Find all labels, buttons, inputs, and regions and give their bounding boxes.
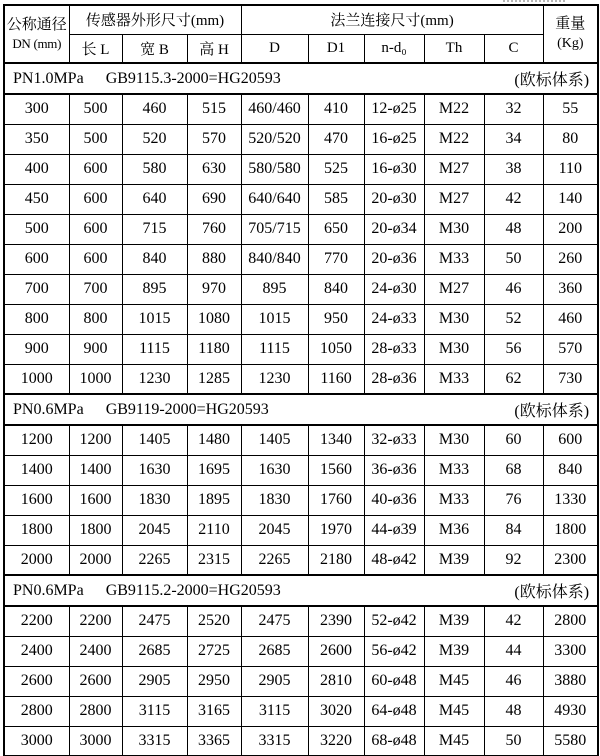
cell-dn: 2600 <box>4 666 69 696</box>
table-row <box>4 214 598 244</box>
cell-weight: 730 <box>543 364 598 394</box>
cell-width-b: 2905 <box>122 666 187 696</box>
cell-height-h: 570 <box>187 124 241 154</box>
cell-length-l: 1400 <box>69 455 122 485</box>
cell-length-l: 1200 <box>69 425 122 455</box>
cell-width-b: 2265 <box>122 545 187 575</box>
cell-c: 32 <box>484 94 543 124</box>
cell-width-b: 1230 <box>122 364 187 394</box>
cell-c: 92 <box>484 545 543 575</box>
cell-weight: 80 <box>543 124 598 154</box>
cell-weight: 600 <box>543 425 598 455</box>
cell-weight: 55 <box>543 94 598 124</box>
cell-th: M27 <box>424 274 484 304</box>
cell-d1: 1050 <box>308 334 364 364</box>
cell-d: 460/460 <box>241 94 308 124</box>
cell-d1: 585 <box>308 184 364 214</box>
cell-weight: 460 <box>543 304 598 334</box>
cell-width-b: 715 <box>122 214 187 244</box>
cell-dn: 1600 <box>4 485 69 515</box>
cell-weight: 1800 <box>543 515 598 545</box>
table-row <box>4 606 598 636</box>
cell-height-h: 1480 <box>187 425 241 455</box>
cell-th: M45 <box>424 726 484 756</box>
cell-length-l: 500 <box>69 124 122 154</box>
table-row <box>4 455 598 485</box>
cell-c: 44 <box>484 636 543 666</box>
column-header-th: Th <box>424 34 484 63</box>
cell-width-b: 840 <box>122 244 187 274</box>
cell-dn: 1800 <box>4 515 69 545</box>
cell-th: M30 <box>424 334 484 364</box>
cell-weight: 360 <box>543 274 598 304</box>
section-pressure-rating: PN0.6MPa <box>13 400 84 418</box>
cell-d1: 470 <box>308 124 364 154</box>
cell-n-d0: 68-ø48 <box>364 726 424 756</box>
cell-dn: 900 <box>4 334 69 364</box>
cell-dn: 2200 <box>4 606 69 636</box>
cell-d: 2265 <box>241 545 308 575</box>
cell-n-d0: 12-ø25 <box>364 94 424 124</box>
cell-weight: 260 <box>543 244 598 274</box>
cell-height-h: 2725 <box>187 636 241 666</box>
cell-width-b: 895 <box>122 274 187 304</box>
table-row <box>4 545 598 575</box>
cell-width-b: 3315 <box>122 726 187 756</box>
table-row <box>4 515 598 545</box>
weight-label-unit: (Kg) <box>557 35 584 51</box>
cell-n-d0: 16-ø25 <box>364 124 424 154</box>
cell-length-l: 700 <box>69 274 122 304</box>
section-pressure-rating: PN0.6MPa <box>13 581 84 599</box>
cell-n-d0: 44-ø39 <box>364 515 424 545</box>
cell-d: 1230 <box>241 364 308 394</box>
section-header-row <box>4 575 598 606</box>
cell-th: M33 <box>424 364 484 394</box>
cell-d1: 1160 <box>308 364 364 394</box>
cell-weight: 110 <box>543 154 598 184</box>
cell-height-h: 1285 <box>187 364 241 394</box>
column-header-d1: D1 <box>308 34 364 63</box>
column-header-width-b: 宽 B <box>122 34 187 63</box>
cell-n-d0: 16-ø30 <box>364 154 424 184</box>
cell-height-h: 515 <box>187 94 241 124</box>
cell-d: 3115 <box>241 696 308 726</box>
cell-dn: 450 <box>4 184 69 214</box>
cell-dn: 800 <box>4 304 69 334</box>
cell-n-d0: 60-ø48 <box>364 666 424 696</box>
cell-c: 38 <box>484 154 543 184</box>
cell-length-l: 600 <box>69 214 122 244</box>
cell-th: M30 <box>424 304 484 334</box>
cell-width-b: 640 <box>122 184 187 214</box>
cell-height-h: 2315 <box>187 545 241 575</box>
cell-dn: 500 <box>4 214 69 244</box>
cell-n-d0: 52-ø42 <box>364 606 424 636</box>
cell-th: M27 <box>424 184 484 214</box>
cell-height-h: 630 <box>187 154 241 184</box>
cell-n-d0: 20-ø30 <box>364 184 424 214</box>
cell-n-d0: 56-ø42 <box>364 636 424 666</box>
flange-spec-table <box>3 4 599 756</box>
cell-length-l: 2000 <box>69 545 122 575</box>
table-row <box>4 425 598 455</box>
cell-c: 48 <box>484 696 543 726</box>
cell-th: M39 <box>424 545 484 575</box>
cell-n-d0: 36-ø36 <box>364 455 424 485</box>
table-row <box>4 726 598 756</box>
cell-width-b: 1015 <box>122 304 187 334</box>
cell-n-d0: 20-ø34 <box>364 214 424 244</box>
cell-length-l: 1000 <box>69 364 122 394</box>
cell-d1: 1560 <box>308 455 364 485</box>
cell-c: 76 <box>484 485 543 515</box>
cell-c: 52 <box>484 304 543 334</box>
cell-d1: 650 <box>308 214 364 244</box>
table-row <box>4 154 598 184</box>
cell-height-h: 2520 <box>187 606 241 636</box>
cell-d: 3315 <box>241 726 308 756</box>
cell-th: M22 <box>424 94 484 124</box>
cell-height-h: 880 <box>187 244 241 274</box>
section-header-row <box>4 394 598 425</box>
cell-d1: 1970 <box>308 515 364 545</box>
cell-width-b: 1405 <box>122 425 187 455</box>
cell-n-d0: 24-ø30 <box>364 274 424 304</box>
cell-width-b: 2475 <box>122 606 187 636</box>
cell-height-h: 760 <box>187 214 241 244</box>
cell-c: 48 <box>484 214 543 244</box>
cell-width-b: 1115 <box>122 334 187 364</box>
cell-height-h: 970 <box>187 274 241 304</box>
table-row <box>4 696 598 726</box>
cell-d: 1630 <box>241 455 308 485</box>
cell-dn: 600 <box>4 244 69 274</box>
cell-th: M33 <box>424 455 484 485</box>
cell-length-l: 800 <box>69 304 122 334</box>
cell-c: 46 <box>484 666 543 696</box>
cell-length-l: 3000 <box>69 726 122 756</box>
cell-d: 1830 <box>241 485 308 515</box>
cell-n-d0: 24-ø33 <box>364 304 424 334</box>
cell-dn: 1000 <box>4 364 69 394</box>
section-header-cell <box>4 575 598 606</box>
column-header-weight <box>543 5 598 63</box>
cell-width-b: 3115 <box>122 696 187 726</box>
dn-label-cn: 公称通径 <box>6 17 67 34</box>
cell-th: M33 <box>424 244 484 274</box>
table-row <box>4 364 598 394</box>
cell-d1: 840 <box>308 274 364 304</box>
cell-n-d0: 40-ø36 <box>364 485 424 515</box>
cell-height-h: 3165 <box>187 696 241 726</box>
cell-d: 580/580 <box>241 154 308 184</box>
section-standard-code: GB9115.3-2000=HG20593 <box>105 69 281 87</box>
cell-d: 1405 <box>241 425 308 455</box>
column-group-flange-dimensions: 法兰连接尺寸(mm) <box>241 5 543 34</box>
cell-length-l: 600 <box>69 184 122 214</box>
cell-height-h: 1080 <box>187 304 241 334</box>
cell-n-d0: 48-ø42 <box>364 545 424 575</box>
cell-d1: 3020 <box>308 696 364 726</box>
table-row <box>4 304 598 334</box>
cell-weight: 4930 <box>543 696 598 726</box>
cell-width-b: 1830 <box>122 485 187 515</box>
table-row <box>4 184 598 214</box>
cell-weight: 3880 <box>543 666 598 696</box>
cell-dn: 700 <box>4 274 69 304</box>
table-row <box>4 485 598 515</box>
cell-c: 56 <box>484 334 543 364</box>
cell-width-b: 460 <box>122 94 187 124</box>
cell-weight: 1330 <box>543 485 598 515</box>
column-header-d: D <box>241 34 308 63</box>
column-header-n-d0: n-d₀ <box>364 34 424 63</box>
cell-d1: 770 <box>308 244 364 274</box>
cell-width-b: 520 <box>122 124 187 154</box>
column-group-sensor-dimensions: 传感器外形尺寸(mm) <box>69 5 241 34</box>
cell-length-l: 500 <box>69 94 122 124</box>
cell-length-l: 900 <box>69 334 122 364</box>
cell-th: M22 <box>424 124 484 154</box>
section-standard-code: GB9119-2000=HG20593 <box>105 400 269 418</box>
cell-d1: 3220 <box>308 726 364 756</box>
cell-c: 60 <box>484 425 543 455</box>
cell-th: M27 <box>424 154 484 184</box>
column-header-dn <box>4 5 69 63</box>
cell-c: 34 <box>484 124 543 154</box>
cell-n-d0: 64-ø48 <box>364 696 424 726</box>
cell-d1: 1760 <box>308 485 364 515</box>
cell-th: M45 <box>424 696 484 726</box>
cell-dn: 3000 <box>4 726 69 756</box>
cell-c: 62 <box>484 364 543 394</box>
cell-dn: 2800 <box>4 696 69 726</box>
section-header-cell <box>4 394 598 425</box>
cell-weight: 2800 <box>543 606 598 636</box>
cell-d1: 410 <box>308 94 364 124</box>
cell-d1: 2600 <box>308 636 364 666</box>
column-header-c: C <box>484 34 543 63</box>
cell-width-b: 2685 <box>122 636 187 666</box>
cell-height-h: 1695 <box>187 455 241 485</box>
cell-dn: 2400 <box>4 636 69 666</box>
section-note: (欧标体系) <box>514 584 590 601</box>
cell-weight: 5580 <box>543 726 598 756</box>
cell-dn: 300 <box>4 94 69 124</box>
cell-weight: 2300 <box>543 545 598 575</box>
cell-length-l: 2400 <box>69 636 122 666</box>
cell-length-l: 600 <box>69 244 122 274</box>
table-row <box>4 636 598 666</box>
cell-d: 2685 <box>241 636 308 666</box>
cell-n-d0: 28-ø33 <box>364 334 424 364</box>
table-row <box>4 334 598 364</box>
cell-width-b: 1630 <box>122 455 187 485</box>
section-pressure-rating: PN1.0MPa <box>13 69 84 87</box>
cell-d1: 2390 <box>308 606 364 636</box>
cell-th: M39 <box>424 636 484 666</box>
cell-c: 42 <box>484 606 543 636</box>
cell-th: M45 <box>424 666 484 696</box>
cropped-edge-artifact <box>503 0 565 2</box>
cell-th: M30 <box>424 425 484 455</box>
cell-c: 84 <box>484 515 543 545</box>
cell-length-l: 2800 <box>69 696 122 726</box>
cell-d: 895 <box>241 274 308 304</box>
cell-c: 50 <box>484 726 543 756</box>
cell-weight: 570 <box>543 334 598 364</box>
cell-width-b: 580 <box>122 154 187 184</box>
section-standard-code: GB9115.2-2000=HG20593 <box>105 581 281 599</box>
section-header-row <box>4 63 598 94</box>
cell-length-l: 600 <box>69 154 122 184</box>
cell-d1: 2810 <box>308 666 364 696</box>
cell-dn: 2000 <box>4 545 69 575</box>
cell-n-d0: 20-ø36 <box>364 244 424 274</box>
table-row <box>4 94 598 124</box>
cell-height-h: 1895 <box>187 485 241 515</box>
table-header <box>4 5 598 63</box>
section-note: (欧标体系) <box>514 72 590 89</box>
table-container <box>3 4 599 756</box>
header-group-row <box>4 5 598 34</box>
cell-d: 2045 <box>241 515 308 545</box>
cell-n-d0: 28-ø36 <box>364 364 424 394</box>
cell-width-b: 2045 <box>122 515 187 545</box>
cell-th: M39 <box>424 606 484 636</box>
cell-th: M30 <box>424 214 484 244</box>
cell-n-d0: 32-ø33 <box>364 425 424 455</box>
cell-weight: 840 <box>543 455 598 485</box>
column-header-length-l: 长 L <box>69 34 122 63</box>
cell-c: 42 <box>484 184 543 214</box>
cell-d: 705/715 <box>241 214 308 244</box>
cell-d1: 1340 <box>308 425 364 455</box>
cell-dn: 350 <box>4 124 69 154</box>
cell-d: 840/840 <box>241 244 308 274</box>
cell-weight: 3300 <box>543 636 598 666</box>
cell-c: 68 <box>484 455 543 485</box>
cell-th: M33 <box>424 485 484 515</box>
table-row <box>4 666 598 696</box>
section-note: (欧标体系) <box>514 403 590 420</box>
dn-label-unit: DN (mm) <box>12 36 62 52</box>
table-row <box>4 244 598 274</box>
cell-d: 2905 <box>241 666 308 696</box>
cell-weight: 140 <box>543 184 598 214</box>
cell-d: 1015 <box>241 304 308 334</box>
cell-length-l: 2200 <box>69 606 122 636</box>
cell-weight: 200 <box>543 214 598 244</box>
weight-label-cn: 重量 <box>555 16 586 33</box>
cell-height-h: 1180 <box>187 334 241 364</box>
cell-length-l: 1600 <box>69 485 122 515</box>
cell-dn: 1400 <box>4 455 69 485</box>
table-row <box>4 274 598 304</box>
header-sub-row <box>4 34 598 63</box>
table-body <box>4 63 598 756</box>
cell-d: 1115 <box>241 334 308 364</box>
cell-dn: 1200 <box>4 425 69 455</box>
cell-height-h: 690 <box>187 184 241 214</box>
cell-d: 520/520 <box>241 124 308 154</box>
section-header-cell <box>4 63 598 94</box>
cell-dn: 400 <box>4 154 69 184</box>
cell-d: 2475 <box>241 606 308 636</box>
cell-d: 640/640 <box>241 184 308 214</box>
cell-length-l: 2600 <box>69 666 122 696</box>
cell-length-l: 1800 <box>69 515 122 545</box>
cell-height-h: 2950 <box>187 666 241 696</box>
cell-d1: 2180 <box>308 545 364 575</box>
cell-d1: 525 <box>308 154 364 184</box>
column-header-height-h: 高 H <box>187 34 241 63</box>
cell-height-h: 3365 <box>187 726 241 756</box>
table-row <box>4 124 598 154</box>
cell-height-h: 2110 <box>187 515 241 545</box>
cell-th: M36 <box>424 515 484 545</box>
cell-c: 50 <box>484 244 543 274</box>
cell-c: 46 <box>484 274 543 304</box>
cell-d1: 950 <box>308 304 364 334</box>
